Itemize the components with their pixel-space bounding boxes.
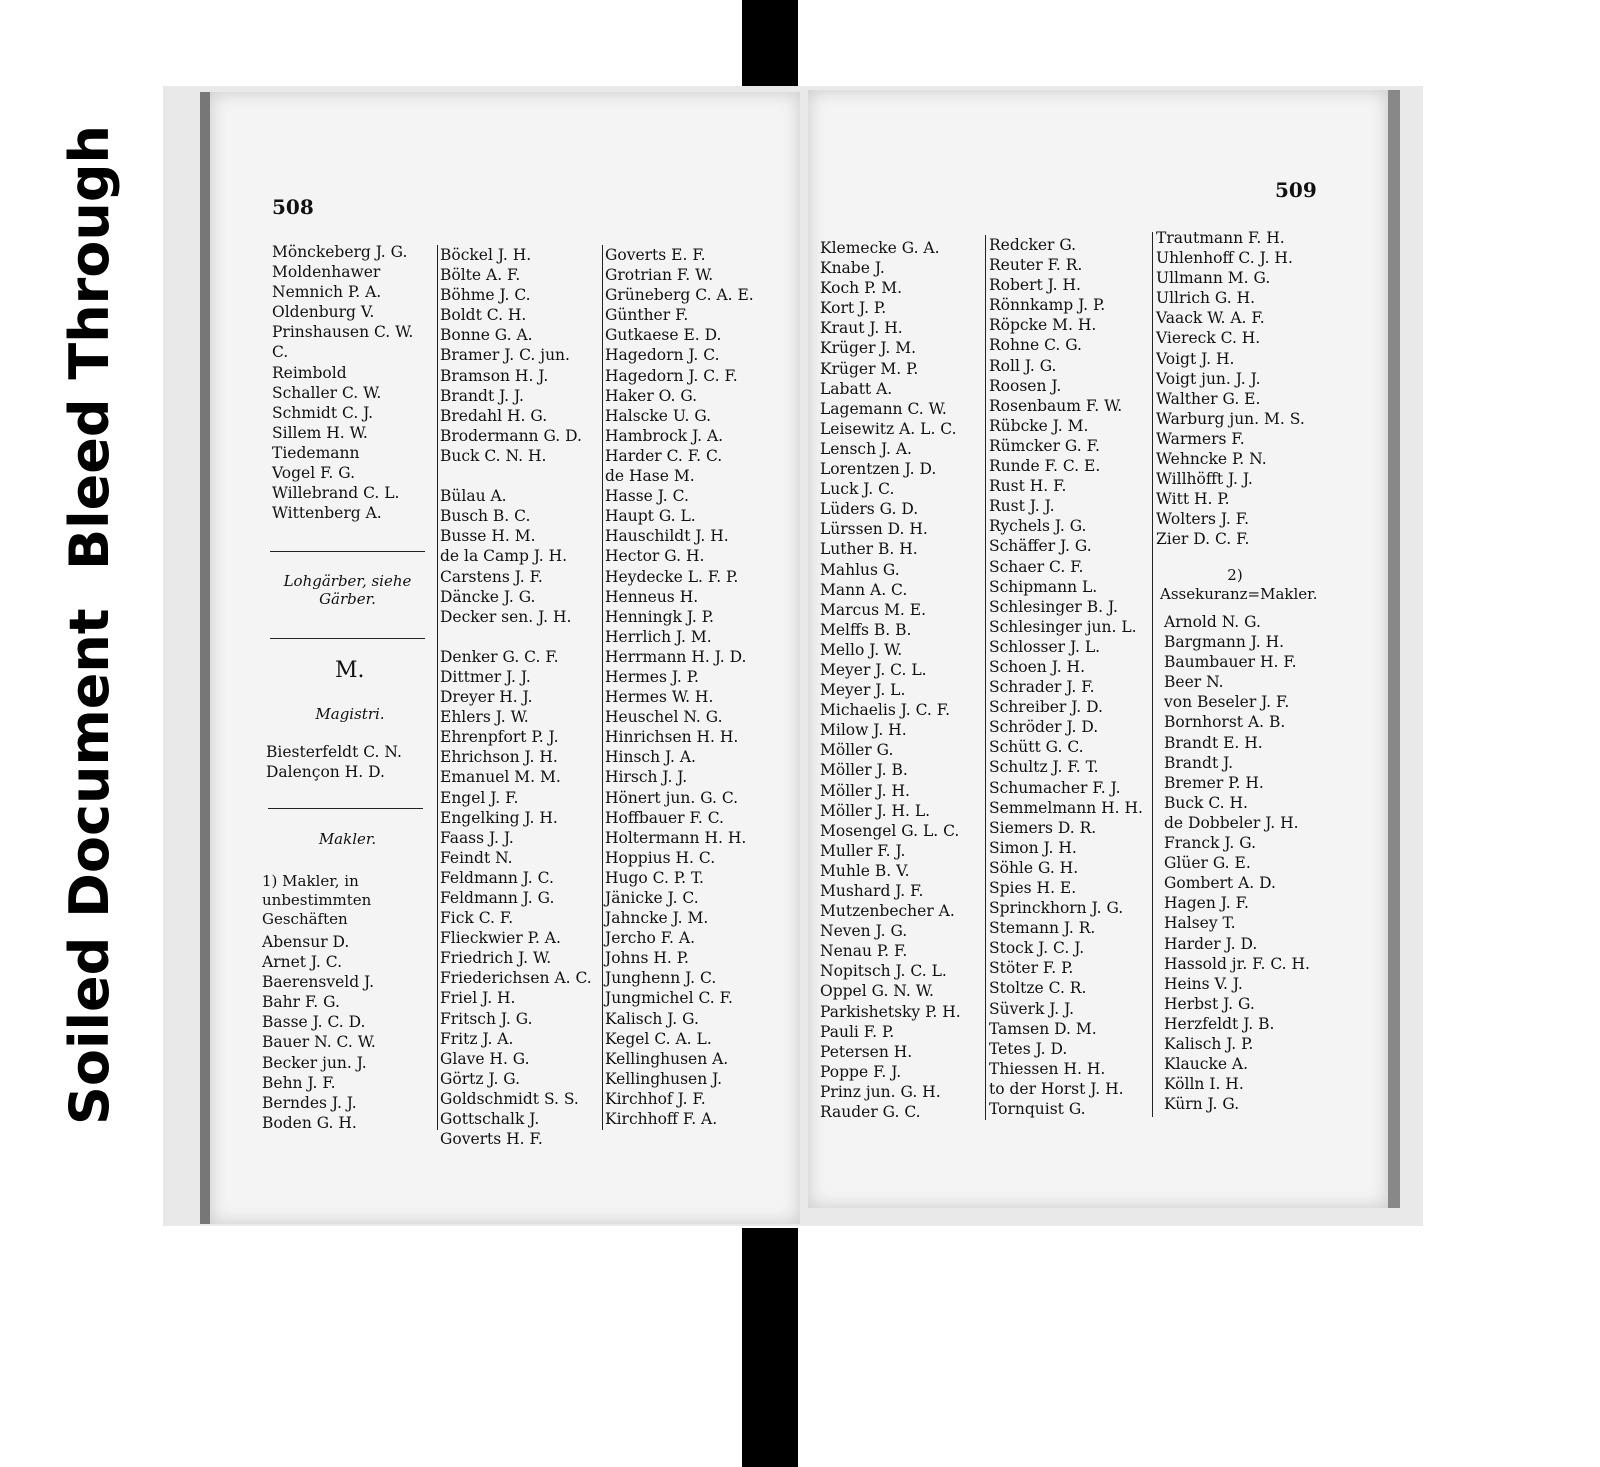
directory-entry: C. — [272, 343, 289, 362]
directory-entry: Hoffbauer F. C. — [605, 808, 724, 827]
directory-entry: Henningk J. P. — [605, 607, 714, 626]
directory-entry: Muller F. J. — [820, 841, 906, 860]
directory-entry: Däncke J. G. — [440, 587, 536, 606]
directory-entry: Vaack W. A. F. — [1156, 309, 1265, 328]
directory-entry: Hönert jun. G. C. — [605, 788, 739, 807]
directory-entry: Lensch J. A. — [820, 439, 912, 458]
directory-entry: Jänicke J. C. — [605, 889, 699, 907]
directory-entry: Leisewitz A. L. C. — [820, 419, 957, 438]
directory-entry: Kalisch J. G. — [605, 1009, 699, 1028]
magistri-heading: Magistri. — [315, 705, 385, 723]
directory-entry: Kirchhoff F. A. — [605, 1110, 718, 1129]
directory-entry: Schoen J. H. — [989, 657, 1086, 676]
directory-entry: Warmers F. — [1156, 429, 1245, 448]
directory-entry: Knabe J. — [820, 259, 885, 278]
directory-entry: Schlesinger B. J. — [989, 597, 1118, 616]
directory-entry: Mosengel G. L. C. — [820, 821, 960, 840]
directory-entry: Haker O. G. — [605, 386, 698, 405]
directory-entry: Ehlers J. W. — [440, 708, 529, 727]
directory-entry: de Dobbeler J. H. — [1164, 813, 1299, 832]
directory-entry: Schäffer J. G. — [989, 537, 1092, 556]
directory-entry: Feindt N. — [440, 848, 513, 867]
directory-entry: Vogel F. G. — [272, 464, 356, 483]
lohgarber-caption: Lohgärber, siehe Gärber. — [283, 572, 412, 608]
directory-entry: Kraut J. H. — [820, 319, 903, 338]
directory-entry: Hermes W. H. — [605, 688, 714, 707]
directory-entry: Friederichsen A. C. — [440, 969, 592, 988]
directory-entry: Schmidt C. J. — [272, 403, 374, 422]
directory-entry: Nenau P. F. — [820, 942, 908, 961]
directory-entry: Becker jun. J. — [262, 1053, 367, 1072]
directory-entry: Poppe F. J. — [820, 1062, 902, 1081]
directory-entry: Prinz jun. G. H. — [820, 1082, 941, 1101]
directory-entry: Flieckwier P. A. — [440, 929, 561, 948]
directory-entry: Süverk J. J. — [989, 999, 1075, 1018]
directory-entry: Melffs B. B. — [820, 620, 912, 639]
directory-entry: Reuter F. R. — [989, 256, 1083, 275]
directory-entry: Bargmann J. H. — [1164, 633, 1285, 652]
directory-entry: Labatt A. — [820, 379, 893, 398]
directory-entry: Hassold jr. F. C. H. — [1164, 954, 1310, 973]
directory-entry: Bredahl H. G. — [440, 406, 548, 425]
directory-entry: Arnold N. G. — [1164, 613, 1261, 631]
directory-entry: Meyer J. L. — [820, 681, 906, 700]
directory-entry: Goverts H. F. — [440, 1130, 543, 1149]
column-rule — [1152, 232, 1153, 1117]
directory-entry: Carstens J. F. — [440, 567, 543, 586]
directory-entry: Kürn J. G. — [1164, 1095, 1240, 1114]
directory-entry: Ullmann M. G. — [1156, 269, 1271, 288]
directory-entry: Hagen J. F. — [1164, 894, 1249, 913]
directory-entry: Wittenberg A. — [272, 504, 382, 523]
directory-entry: Redcker G. — [989, 236, 1077, 254]
right-col3-top — [1156, 228, 1305, 550]
directory-entry: Bülau A. — [440, 487, 507, 506]
directory-entry: Buck C. H. — [1164, 793, 1248, 812]
directory-entry: Nemnich P. A. — [272, 283, 382, 302]
directory-entry: Simon J. H. — [989, 838, 1077, 857]
directory-entry: Halscke U. G. — [605, 406, 712, 425]
directory-entry: Schrader J. F. — [989, 678, 1095, 697]
directory-entry: Franck J. G. — [1164, 834, 1257, 853]
directory-entry: Rust J. J. — [989, 497, 1055, 516]
left-col3 — [605, 245, 754, 1129]
directory-entry: Michaelis J. C. F. — [820, 701, 950, 720]
directory-entry: Harder J. D. — [1164, 934, 1258, 953]
directory-entry: Parkishetsky P. H. — [820, 1002, 961, 1021]
directory-entry: Muhle B. V. — [820, 861, 910, 880]
directory-entry: Möller G. — [820, 741, 894, 760]
divider — [270, 638, 425, 639]
directory-entry: Mönckeberg J. G. — [272, 243, 408, 261]
right-col1 — [820, 238, 961, 1122]
directory-entry: Möller J. H. L. — [820, 801, 931, 820]
directory-entry: Haupt G. L. — [605, 507, 696, 526]
directory-entry: Schreiber J. D. — [989, 698, 1103, 717]
directory-entry: Fritsch J. G. — [440, 1009, 533, 1028]
directory-entry: Walther G. E. — [1156, 389, 1261, 408]
directory-entry: Heuschel N. G. — [605, 708, 723, 727]
directory-entry: Klaucke A. — [1164, 1055, 1249, 1074]
directory-entry: Bramer J. C. jun. — [440, 346, 570, 365]
directory-entry: Fritz J. A. — [440, 1029, 514, 1048]
directory-entry: Moldenhawer — [272, 263, 381, 282]
directory-entry: Roosen J. — [989, 376, 1062, 395]
directory-entry: Engel J. F. — [440, 788, 519, 807]
directory-entry: Prinshausen C. W. — [272, 323, 414, 342]
magistri-list — [266, 742, 402, 782]
directory-entry: Tiedemann — [272, 443, 360, 462]
directory-entry: Hambrock J. A. — [605, 426, 724, 445]
directory-entry: Neven J. G. — [820, 922, 908, 941]
directory-entry: Stöter F. P. — [989, 959, 1074, 978]
directory-entry: Dreyer H. J. — [440, 688, 533, 707]
directory-entry: Siemers D. R. — [989, 818, 1097, 837]
m-heading: M. — [335, 658, 365, 683]
directory-entry: Wehncke P. N. — [1156, 450, 1267, 469]
directory-entry: Koch P. M. — [820, 279, 903, 298]
directory-entry: Jahncke J. M. — [605, 909, 709, 928]
directory-entry: Hermes J. P. — [605, 667, 699, 686]
directory-entry: Krüger J. M. — [820, 339, 917, 358]
directory-entry: Mello J. W. — [820, 640, 903, 659]
directory-entry: Willebrand C. L. — [272, 484, 400, 503]
makler-heading: Makler. — [318, 830, 377, 848]
directory-entry: Kellinghusen J. — [605, 1069, 723, 1088]
directory-entry: Glave H. G. — [440, 1049, 530, 1068]
directory-entry: Bonne G. A. — [440, 326, 533, 345]
divider — [270, 551, 425, 552]
directory-entry: Biesterfeldt C. N. — [266, 743, 402, 761]
directory-entry: Zier D. C. F. — [1156, 530, 1250, 549]
directory-entry: Viereck C. H. — [1156, 329, 1261, 348]
right-col2 — [989, 235, 1143, 1119]
directory-entry: to der Horst J. H. — [989, 1079, 1124, 1098]
directory-entry: Rönnkamp J. P. — [989, 296, 1106, 315]
directory-entry: Tetes J. D. — [989, 1039, 1068, 1058]
directory-entry: Hector G. H. — [605, 547, 705, 566]
directory-entry: Herrmann H. J. D. — [605, 647, 747, 666]
directory-entry: Mushard J. F. — [820, 882, 924, 900]
directory-entry: Brandt J. J. — [440, 386, 524, 405]
directory-entry: Dalençon H. D. — [266, 763, 385, 782]
directory-entry: Brandt E. H. — [1164, 733, 1263, 752]
directory-entry: Rosenbaum F. W. — [989, 396, 1123, 415]
directory-entry: Oldenburg V. — [272, 303, 375, 322]
directory-entry: Friel J. H. — [440, 989, 516, 1008]
directory-entry: Hagedorn J. C. F. — [605, 366, 738, 385]
directory-entry: Goldschmidt S. S. — [440, 1089, 579, 1108]
directory-entry: Glüer G. E. — [1164, 854, 1251, 873]
directory-entry: Willhöfft J. J. — [1156, 470, 1253, 489]
directory-entry: Voigt jun. J. J. — [1156, 369, 1261, 388]
directory-entry: Bölte A. F. — [440, 266, 521, 285]
directory-entry: Behn J. F. — [262, 1073, 336, 1092]
left-col1-bottom — [262, 932, 376, 1133]
directory-entry: Kellinghusen A. — [605, 1049, 729, 1068]
directory-entry: Lorentzen J. D. — [820, 460, 937, 479]
directory-entry: Voigt J. H. — [1156, 349, 1235, 368]
column-rule — [437, 245, 438, 1130]
directory-entry: Möller J. B. — [820, 761, 908, 780]
directory-entry: Feldmann J. G. — [440, 889, 555, 907]
binding-strap-bottom — [742, 1228, 798, 1467]
directory-entry: Mutzenbecher A. — [820, 902, 955, 921]
directory-entry: Röpcke M. H. — [989, 316, 1097, 335]
directory-entry: Brodermann G. D. — [440, 426, 582, 445]
directory-entry: Schlesinger jun. L. — [989, 617, 1137, 636]
directory-entry: Lüders G. D. — [820, 500, 919, 519]
directory-entry: Ehrenpfort P. J. — [440, 728, 559, 747]
page-number-right: 509 — [1275, 178, 1317, 202]
directory-entry: Schröder J. D. — [989, 718, 1099, 737]
directory-entry: Hinsch J. A. — [605, 748, 696, 767]
makler-subheading: 1) Makler, in unbestimmten Geschäften — [262, 872, 372, 928]
directory-entry: Witt H. P. — [1156, 490, 1230, 509]
directory-entry: Feldmann J. C. — [440, 868, 554, 887]
directory-entry: Semmelmann H. H. — [989, 798, 1143, 817]
directory-entry: Basse J. C. D. — [262, 1013, 366, 1032]
directory-entry: Schütt G. C. — [989, 738, 1084, 757]
directory-entry: Rychels J. G. — [989, 517, 1087, 536]
directory-entry: Schipmann L. — [989, 577, 1098, 596]
bleed-through-label: Bleed Through — [58, 125, 121, 570]
directory-entry: Tornquist G. — [989, 1100, 1086, 1119]
directory-entry: Kirchhof J. F. — [605, 1089, 706, 1108]
directory-entry: Schumacher F. J. — [989, 778, 1121, 797]
directory-entry: Lürssen D. H. — [820, 520, 928, 539]
directory-entry: Rümcker G. F. — [989, 436, 1100, 455]
directory-entry: Stock J. C. J. — [989, 939, 1085, 958]
directory-entry: Berndes J. J. — [262, 1093, 357, 1112]
directory-entry: Fick C. F. — [440, 909, 514, 928]
directory-entry: Petersen H. — [820, 1042, 913, 1061]
directory-entry: Sillem H. W. — [272, 423, 368, 442]
directory-entry: Lagemann C. W. — [820, 399, 947, 418]
directory-entry: Harder C. F. C. — [605, 446, 723, 465]
directory-entry: Abensur D. — [262, 933, 350, 951]
left-col2 — [440, 245, 592, 1149]
directory-entry: Engelking J. H. — [440, 808, 558, 827]
directory-entry: Gutkaese E. D. — [605, 326, 722, 345]
directory-entry: Luck J. C. — [820, 480, 895, 499]
directory-entry: Schaller C. W. — [272, 383, 382, 402]
directory-entry: Emanuel M. M. — [440, 768, 561, 787]
directory-entry: Trautmann F. H. — [1156, 229, 1285, 247]
directory-entry: Goverts E. F. — [605, 246, 706, 264]
directory-entry: Halsey T. — [1164, 914, 1236, 933]
directory-entry: Dittmer J. J. — [440, 667, 531, 686]
directory-entry: Bremer P. H. — [1164, 773, 1264, 792]
directory-entry: Rohne C. G. — [989, 336, 1082, 355]
assekuranz-heading: 2) Assekuranz=Makler. — [1160, 566, 1318, 603]
directory-entry: Schaer C. F. — [989, 557, 1084, 576]
directory-entry: Gottschalk J. — [440, 1110, 540, 1129]
directory-entry: Buck C. N. H. — [440, 446, 547, 465]
directory-entry: Nopitsch J. C. L. — [820, 962, 947, 981]
directory-entry: Kölln I. H. — [1164, 1075, 1244, 1094]
directory-entry: Luther B. H. — [820, 540, 918, 559]
directory-entry: Bauer N. C. W. — [262, 1033, 376, 1052]
directory-entry: Hinrichsen H. H. — [605, 728, 739, 747]
directory-entry: Rauder G. C. — [820, 1103, 921, 1122]
directory-entry: Krüger M. P. — [820, 359, 919, 378]
directory-entry: Stoltze C. R. — [989, 979, 1087, 998]
directory-entry: Hauschildt J. H. — [605, 527, 729, 546]
directory-entry: Johns H. P. — [605, 949, 689, 968]
directory-entry: Sprinckhorn J. G. — [989, 899, 1124, 918]
directory-entry: Herbst J. G. — [1164, 994, 1255, 1013]
directory-entry: Roll J. G. — [989, 356, 1057, 375]
directory-entry: Milow J. H. — [820, 721, 907, 740]
directory-entry: Baerensveld J. — [262, 973, 374, 992]
directory-entry: Warburg jun. M. S. — [1156, 409, 1305, 428]
directory-entry: Wolters J. F. — [1156, 510, 1249, 529]
directory-entry: Böckel J. H. — [440, 246, 532, 264]
directory-entry: Herrlich J. M. — [605, 627, 712, 646]
directory-entry: Arnet J. C. — [262, 953, 343, 972]
directory-entry: Kegel C. A. L. — [605, 1029, 712, 1048]
directory-entry: Böhme J. C. — [440, 286, 531, 305]
directory-entry: Holtermann H. H. — [605, 828, 747, 847]
directory-entry: de Hase M. — [605, 467, 695, 486]
directory-entry: Tamsen D. M. — [989, 1019, 1097, 1038]
directory-entry: Grotrian F. W. — [605, 266, 714, 285]
directory-entry: Herzfeldt J. B. — [1164, 1014, 1275, 1033]
directory-entry: Friedrich J. W. — [440, 949, 552, 968]
directory-entry: Jercho F. A. — [605, 929, 696, 948]
directory-entry: Meyer J. C. L. — [820, 660, 927, 679]
directory-entry: de la Camp J. H. — [440, 547, 568, 566]
directory-entry: Bramson H. J. — [440, 366, 549, 385]
column-rule — [602, 245, 603, 1130]
directory-entry: Ullrich G. H. — [1156, 289, 1256, 308]
directory-entry: Hasse J. C. — [605, 487, 689, 506]
divider — [268, 808, 423, 809]
directory-entry: Boldt C. H. — [440, 306, 527, 325]
directory-entry: Hagedorn J. C. — [605, 346, 720, 365]
directory-entry: Mann A. C. — [820, 580, 908, 599]
directory-entry: Junghenn J. C. — [605, 969, 717, 988]
directory-entry: Henneus H. — [605, 587, 699, 606]
directory-entry — [440, 466, 592, 486]
directory-entry: Faass J. J. — [440, 828, 514, 847]
directory-entry: Heins V. J. — [1164, 974, 1243, 993]
directory-entry: Mahlus G. — [820, 560, 900, 579]
directory-entry: Heydecke L. F. P. — [605, 567, 739, 586]
directory-entry: Baumbauer H. F. — [1164, 653, 1297, 672]
directory-entry: Görtz J. G. — [440, 1069, 521, 1088]
directory-entry: von Beseler J. F. — [1164, 693, 1290, 712]
directory-entry: Stemann J. R. — [989, 919, 1096, 938]
directory-entry: Busch B. C. — [440, 507, 531, 526]
column-rule — [985, 235, 986, 1120]
directory-entry: Möller J. H. — [820, 781, 910, 800]
directory-entry: Schultz J. F. T. — [989, 758, 1099, 777]
directory-entry: Günther F. — [605, 306, 689, 325]
page-number-left: 508 — [272, 195, 314, 219]
directory-entry: Denker G. C. F. — [440, 647, 559, 666]
directory-entry: Klemecke G. A. — [820, 239, 940, 257]
directory-entry: Hirsch J. J. — [605, 768, 688, 787]
directory-entry: Brandt J. — [1164, 753, 1234, 772]
directory-entry: Reimbold — [272, 363, 347, 382]
directory-entry: Söhle G. H. — [989, 858, 1079, 877]
directory-entry: Kalisch J. P. — [1164, 1034, 1254, 1053]
directory-entry: Rübcke J. M. — [989, 416, 1089, 435]
directory-entry: Thiessen H. H. — [989, 1059, 1106, 1078]
directory-entry — [440, 627, 592, 647]
directory-entry: Pauli F. P. — [820, 1022, 895, 1041]
right-col3-bottom — [1164, 612, 1310, 1114]
directory-entry: Decker sen. J. H. — [440, 607, 572, 626]
directory-entry: Beer N. — [1164, 673, 1224, 692]
directory-entry: Bahr F. G. — [262, 993, 340, 1012]
directory-entry: Rust H. F. — [989, 477, 1067, 496]
directory-entry: Ehrichson J. H. — [440, 748, 558, 767]
directory-entry: Jungmichel C. F. — [605, 989, 733, 1008]
directory-entry: Runde F. C. E. — [989, 457, 1101, 476]
directory-entry: Boden G. H. — [262, 1113, 357, 1132]
directory-entry: Oppel G. N. W. — [820, 982, 934, 1001]
directory-entry: Busse H. M. — [440, 527, 536, 546]
left-col1-top — [272, 242, 413, 523]
directory-entry: Bornhorst A. B. — [1164, 713, 1286, 732]
directory-entry: Hugo C. P. T. — [605, 868, 704, 887]
directory-entry: Kort J. P. — [820, 299, 887, 318]
directory-entry: Marcus M. E. — [820, 600, 927, 619]
directory-entry: Uhlenhoff C. J. H. — [1156, 249, 1293, 268]
directory-entry: Gombert A. D. — [1164, 874, 1276, 893]
directory-entry: Schlosser J. L. — [989, 637, 1101, 656]
directory-entry: Robert J. H. — [989, 276, 1081, 295]
directory-entry: Spies H. E. — [989, 879, 1077, 897]
directory-entry: Hoppius H. C. — [605, 848, 716, 867]
soiled-document-label: Soiled Document — [58, 608, 121, 1125]
directory-entry: Grüneberg C. A. E. — [605, 286, 754, 305]
